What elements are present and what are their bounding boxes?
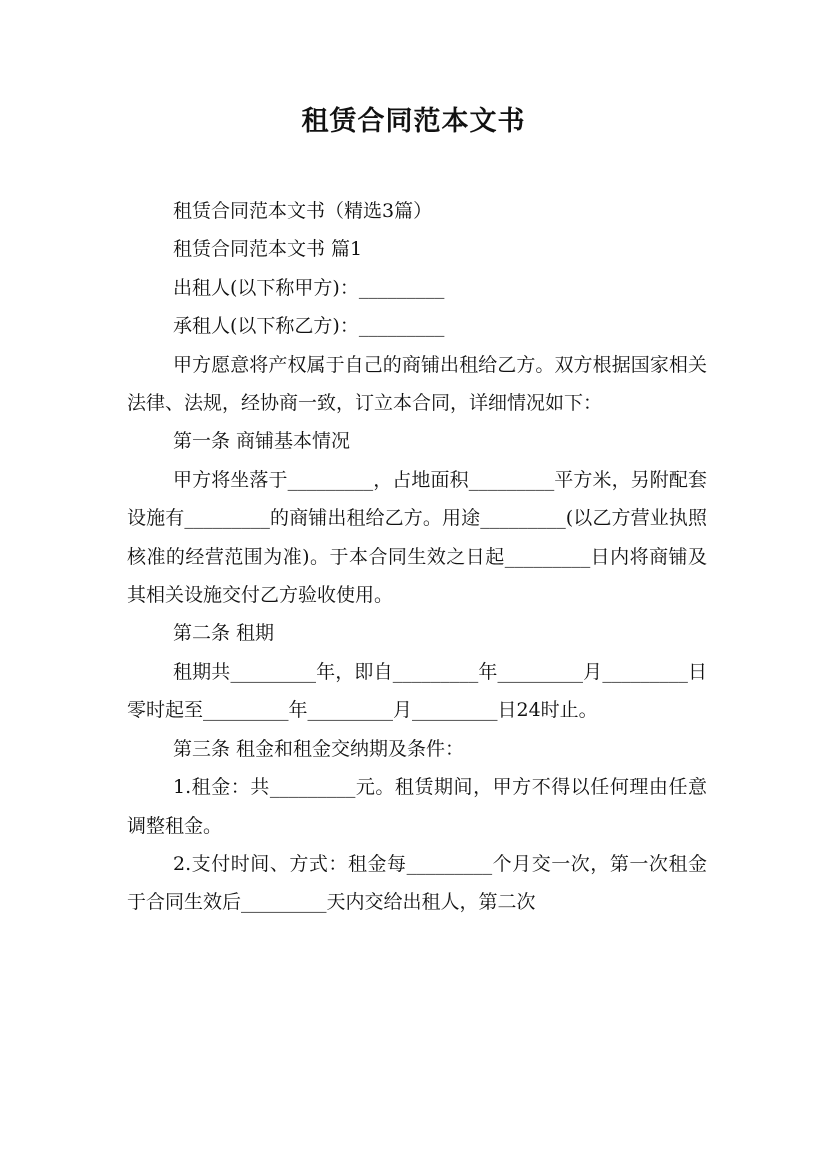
paragraph-lessor: 出租人(以下称甲方)：_________ <box>173 276 445 299</box>
paragraph-intro: 甲方愿意将产权属于自己的商铺出租给乙方。双方根据国家相关法律、法规，经协商一致，订立本合同，详细情况如下： <box>127 353 707 415</box>
paragraph-article-1-heading: 第一条 商铺基本情况 <box>173 430 351 453</box>
paragraph-section-heading: 租赁合同范本文书 篇1 <box>173 238 363 261</box>
paragraph-subtitle: 租赁合同范本文书（精选3篇） <box>173 200 433 222</box>
document-title: 租赁合同范本文书 <box>301 106 526 137</box>
paragraph-lessee: 承租人(以下称乙方)：_________ <box>173 315 445 338</box>
document-body <box>127 192 707 922</box>
paragraph-article-1-body: 甲方将坐落于_________，占地面积_________平方米，另附配套设施有_________的商铺出租给乙方。用途_________(以乙方营业执照核准的经营范围为准)。于本合同生效之日起_________日内将商铺及其相关设施交付乙方验收使用。 <box>127 468 707 607</box>
paragraph-rent-amount: 1.租金：共_________元。租赁期间，甲方不得以任何理由任意调整租金。 <box>127 776 707 837</box>
paragraph-article-3-heading: 第三条 租金和租金交纳期及条件： <box>173 737 465 760</box>
paragraph-payment-terms: 2.支付时间、方式：租金每_________个月交一次，第一次租金于合同生效后_________天内交给出租人，第二次 <box>127 852 707 914</box>
paragraph-article-2-body: 租期共_________年，即自_________年_________月_________日零时起至_________年_________月_________日24时止。 <box>127 660 707 722</box>
paragraph-article-2-heading: 第二条 租期 <box>173 622 275 645</box>
